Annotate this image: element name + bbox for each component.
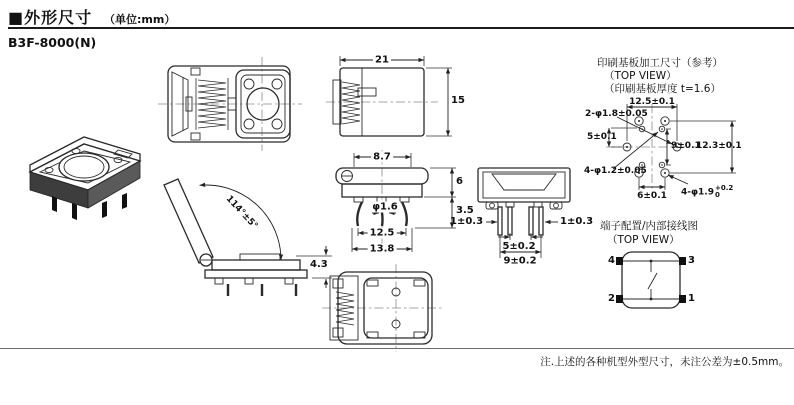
- dim-open-angle: 114°±5°: [223, 194, 260, 232]
- dim-outer-pitch-9: 9±0.2: [503, 255, 537, 267]
- perspective-view-drawing: [30, 137, 140, 220]
- dim-pin-height-3-5: 3.5: [456, 205, 474, 216]
- dim-pin-pitch-12-5: 12.5: [369, 227, 395, 239]
- circuit-diagram-drawing: [616, 252, 686, 308]
- pcb-thickness-label: （印刷基板厚度 t=1.6）: [604, 83, 721, 95]
- pcb-dim-left: 5±0.1: [587, 132, 617, 142]
- terminal-3-label: 3: [688, 255, 695, 266]
- pcb-title: 印刷基板加工尺寸（参考）: [597, 57, 723, 69]
- pcb-hole-boss-size: 4-φ1.9: [681, 187, 714, 198]
- side-view-drawing: [326, 56, 452, 136]
- pcb-hole-terminal-label: 4-φ1.2±0.05: [584, 166, 647, 176]
- pcb-hole-boss-label: [681, 185, 733, 199]
- dim-top-width-8-7: 8.7: [373, 151, 391, 163]
- dim-pin-offset-right: 1±0.3: [560, 216, 594, 227]
- dim-height-15: 15: [451, 95, 465, 106]
- dim-pin-offset-left: 1±0.3: [450, 216, 484, 227]
- hinge-open-view-drawing: [164, 179, 332, 296]
- pcb-dim-width: 12.5±0.1: [629, 97, 675, 107]
- page-title: ■外形尺寸: [8, 8, 93, 27]
- model-number: B3F-8000(N): [8, 35, 97, 50]
- pcb-hole-boss-tolerance: +0.2 0: [714, 184, 734, 199]
- pcb-dim-bottom: 6±0.1: [637, 191, 667, 201]
- pcb-top-view-label: （TOP VIEW）: [604, 70, 677, 82]
- terminal-2-label: 2: [608, 293, 615, 304]
- terminal-1-label: 1: [688, 293, 695, 304]
- dim-hinge-height-4-3: 4.3: [310, 259, 328, 270]
- page-title-unit: （单位:mm）: [104, 13, 176, 26]
- dim-pin-diameter: φ1.6: [372, 201, 398, 213]
- terminal-4-label: 4: [608, 255, 615, 266]
- top-view-drawing: [158, 57, 302, 151]
- dim-inner-pitch-5: 5±0.2: [502, 241, 536, 252]
- circuit-top-view-label: （TOP VIEW）: [607, 234, 680, 246]
- tolerance-note: 注.上述的各种机型外型尺寸，未注公差为±0.5mm。: [540, 356, 789, 368]
- dim-body-height-6: 6: [456, 176, 463, 187]
- bottom-view-drawing: [322, 264, 444, 352]
- circuit-title: 端子配置/内部接线图: [600, 220, 699, 232]
- dim-width-21: 21: [375, 54, 389, 66]
- pcb-dim-right: 12.3±0.1: [696, 141, 742, 151]
- pcb-hole-side-label: 2-φ1.8±0.05: [585, 109, 648, 119]
- dim-base-width-13-8: 13.8: [369, 243, 395, 255]
- pcb-dim-mid: 9±0.1: [671, 141, 701, 151]
